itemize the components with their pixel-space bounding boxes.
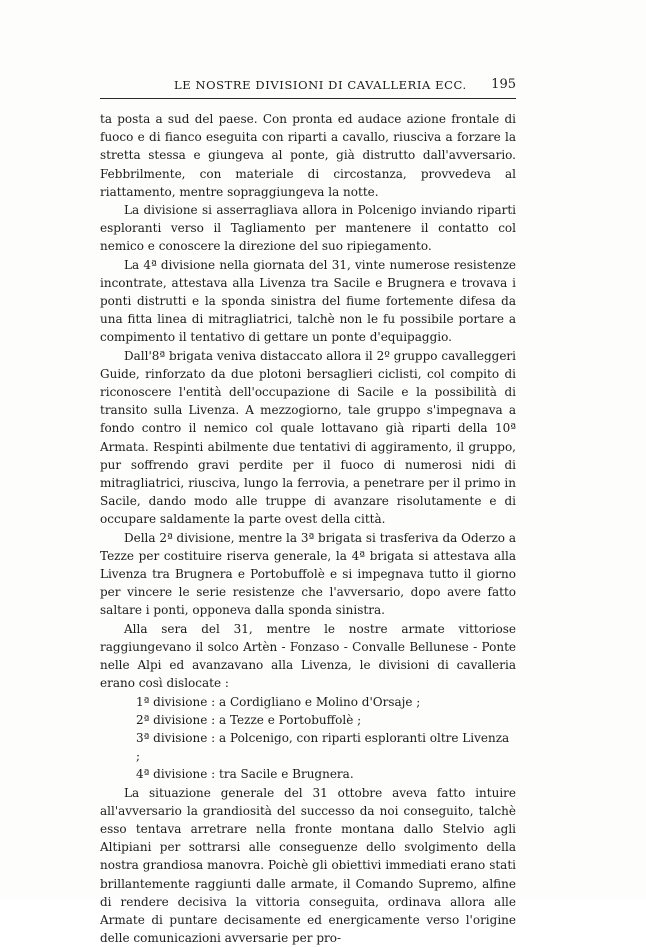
- page-number: 195: [491, 77, 516, 92]
- dislocation-list: [100, 693, 516, 784]
- list-item: 1ª divisione : a Cordigliano e Molino d'Orsaje ;: [136, 694, 421, 709]
- paragraph: La divisione si asserragliava allora in Polcenigo inviando riparti esploranti verso il Tagliamento per mantenere il contatto col nemico e conoscere la direzione del suo ripiegamento.: [100, 203, 516, 254]
- paragraph: La 4ª divisione nella giornata del 31, vinte numerose resistenze incontrate, attestava alla Livenza tra Sacile e Brugnera e trovava i ponti distrutti e la sponda sinistra del fiume fortemente difesa da una fitta linea di mitragliatrici, talchè non le fu possibile portare a compimento il tentativo di gettare un ponte d'equipaggio.: [100, 257, 516, 345]
- list-item: 4ª divisione : tra Sacile e Brugnera.: [136, 767, 354, 782]
- running-title: LE NOSTRE DIVISIONI DI CAVALLERIA ECC.: [174, 78, 467, 92]
- paragraph: La situazione generale del 31 ottobre aveva fatto intuire all'avversario la grandiosità del successo da noi conseguito, talchè esso tentava arretrare nella fronte montana dallo Stelvio agli Altipiani per sottrarsi alle conseguenze dello svolgimento della nostra grandiosa manovra. Poichè gli obiettivi immediati erano stati brillantemente raggiunti dalle armate, il Comando Supremo, alfine di rendere decisiva la vittoria conseguita, ordinava allora alle Armate di puntare decisamente ed energicamente verso l'origine delle comunicazioni avversarie per pro-: [100, 785, 516, 946]
- list-item: 3ª divisione : a Polcenigo, con riparti esploranti oltre Livenza ;: [136, 730, 510, 764]
- header-rule: [100, 98, 516, 99]
- body-text: [100, 110, 516, 947]
- list-item: 2ª divisione : a Tezze e Portobuffolè ;: [136, 712, 362, 727]
- paragraph: ta posta a sud del paese. Con pronta ed audace azione frontale di fuoco e di fianco eseguita con riparti a cavallo, riusciva a forzare la stretta stessa e giungeva al ponte, già distrutto dall'avversario. Febbrilmente, con materiale di circostanza, provvedeva al riattamento, mentre sopraggiungeva la notte.: [100, 112, 516, 199]
- page-header: [100, 78, 516, 96]
- paragraph: Dall'8ª brigata veniva distaccato allora il 2º gruppo cavalleggeri Guide, rinforzato da due plotoni bersaglieri ciclisti, col compito di riconoscere l'entità dell'occupazione di Sacile e la possibilità di transito sulla Livenza. A mezzogiorno, tale gruppo s'impegnava a fondo contro il nemico col quale lottavano già riparti della 10ª Armata. Respinti abilmente due tentativi di aggiramento, il gruppo, pur soffrendo gravi perdite per il fuoco di numerosi nidi di mitragliatrici, riusciva, lungo la ferrovia, a penetrare per il primo in Sacile, dando modo alle truppe di avanzare risolutamente e di occupare saldamente la parte ovest della città.: [100, 348, 516, 527]
- paragraph: Della 2ª divisione, mentre la 3ª brigata si trasferiva da Oderzo a Tezze per costituire riserva generale, la 4ª brigata si attestava alla Livenza tra Brugnera e Portobuffolè e si impegnava tutto il giorno per vincere le serie resistenze che l'avversario, dopo avere fatto saltare i ponti, opponeva dalla sponda sinistra.: [100, 530, 516, 618]
- paragraph: Alla sera del 31, mentre le nostre armate vittoriose raggiungevano il solco Artèn - Fonzaso - Convalle Bellunese - Ponte nelle Alpi ed avanzavano alla Livenza, le divisioni di cavalleria erano così dislocate :: [100, 621, 516, 691]
